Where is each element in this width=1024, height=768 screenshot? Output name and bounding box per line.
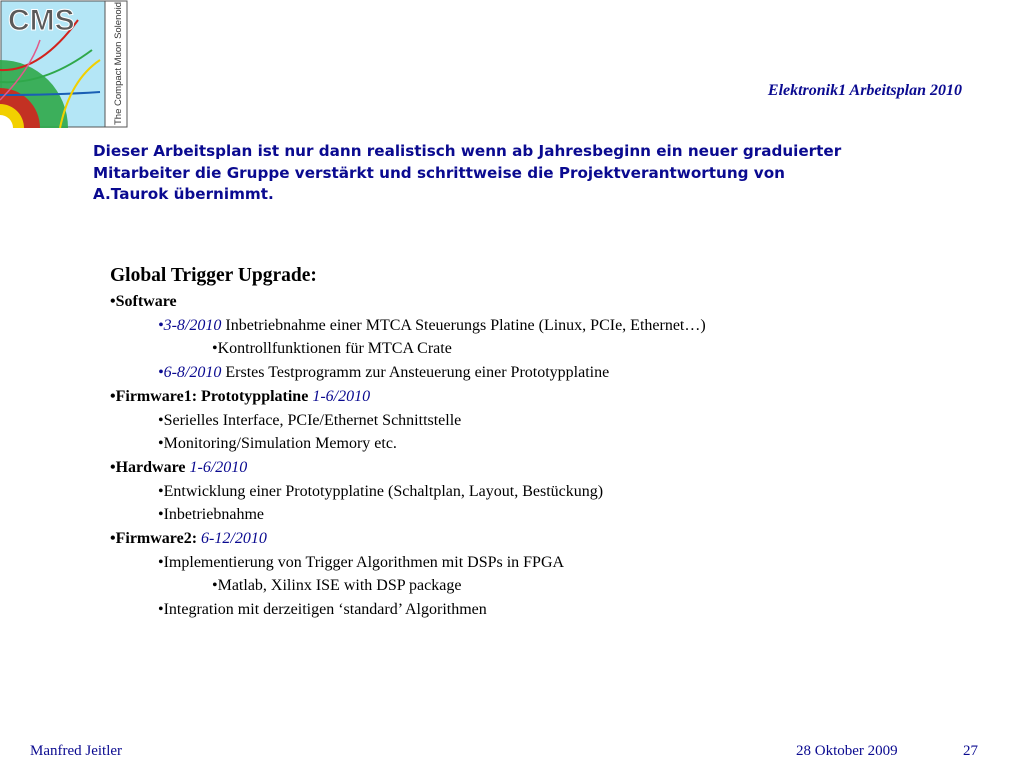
outline-item: [110, 456, 990, 480]
item-bold: •Firmware2:: [110, 530, 202, 548]
cms-logo-subtitle: The Compact Muon Solenoid: [113, 1, 124, 125]
item-text: Inbetriebnahme einer MTCA Steuerungs Platine (Linux, PCIe, Ethernet…): [221, 316, 706, 334]
slide-title: Elektronik1 Arbeitsplan 2010: [767, 82, 962, 99]
item-text: •Matlab, Xilinx ISE with DSP package: [212, 577, 462, 595]
cms-logo: [0, 0, 128, 128]
outline-item: [110, 574, 990, 598]
notice-paragraph: [93, 141, 893, 206]
item-date: 1-6/2010: [189, 458, 248, 476]
item-text: •Serielles Interface, PCIe/Ethernet Schnittstelle: [158, 411, 462, 429]
item-text: •Inbetriebnahme: [158, 506, 264, 524]
cms-logo-graphic: [0, 0, 128, 128]
item-date: •6-8/2010: [158, 364, 222, 382]
notice-line: Dieser Arbeitsplan ist nur dann realistisch wenn ab Jahresbeginn ein neuer graduierter: [93, 142, 842, 160]
outline-item: [110, 598, 990, 622]
outline-item: [110, 432, 990, 456]
outline-item: [110, 527, 990, 551]
notice-line: Mitarbeiter die Gruppe verstärkt und schrittweise die Projektverantwortung von: [93, 163, 785, 182]
outline-item: [110, 385, 990, 409]
notice-line: A.Taurok übernimmt.: [93, 185, 274, 204]
item-text: •Integration mit derzeitigen ‘standard’ Algorithmen: [158, 601, 487, 619]
item-text: •Monitoring/Simulation Memory etc.: [158, 435, 397, 453]
outline-item: [110, 503, 990, 527]
item-date: 6-12/2010: [201, 530, 267, 548]
item-text: •Implementierung von Trigger Algorithmen mit DSPs in FPGA: [158, 553, 565, 571]
outline-item: [110, 480, 990, 504]
item-bold: •Firmware1: Prototypplatine: [110, 387, 313, 405]
item-text: •Kontrollfunktionen für MTCA Crate: [212, 340, 452, 358]
footer-author: Manfred Jeitler: [30, 743, 123, 759]
outline-list: [110, 262, 990, 622]
outline-item: [110, 361, 990, 385]
outline-item: [110, 314, 990, 338]
section-heading: Global Trigger Upgrade:: [110, 265, 317, 286]
outline-item: [110, 337, 990, 361]
outline-item: [110, 551, 990, 575]
item-bold: •Software: [110, 293, 177, 310]
footer-date: 28 Oktober 2009: [796, 743, 898, 759]
cms-logo-text: CMS: [8, 4, 75, 37]
item-text: •Entwicklung einer Prototypplatine (Schaltplan, Layout, Bestückung): [158, 482, 604, 500]
item-bold: •Hardware: [110, 458, 190, 476]
outline-item: [110, 409, 990, 433]
item-date: 1-6/2010: [312, 387, 371, 405]
outline-item: [110, 290, 990, 314]
footer-page-number: 27: [963, 743, 978, 759]
item-text: Erstes Testprogramm zur Ansteuerung einer Prototypplatine: [221, 364, 610, 382]
item-date: •3-8/2010: [158, 316, 222, 334]
